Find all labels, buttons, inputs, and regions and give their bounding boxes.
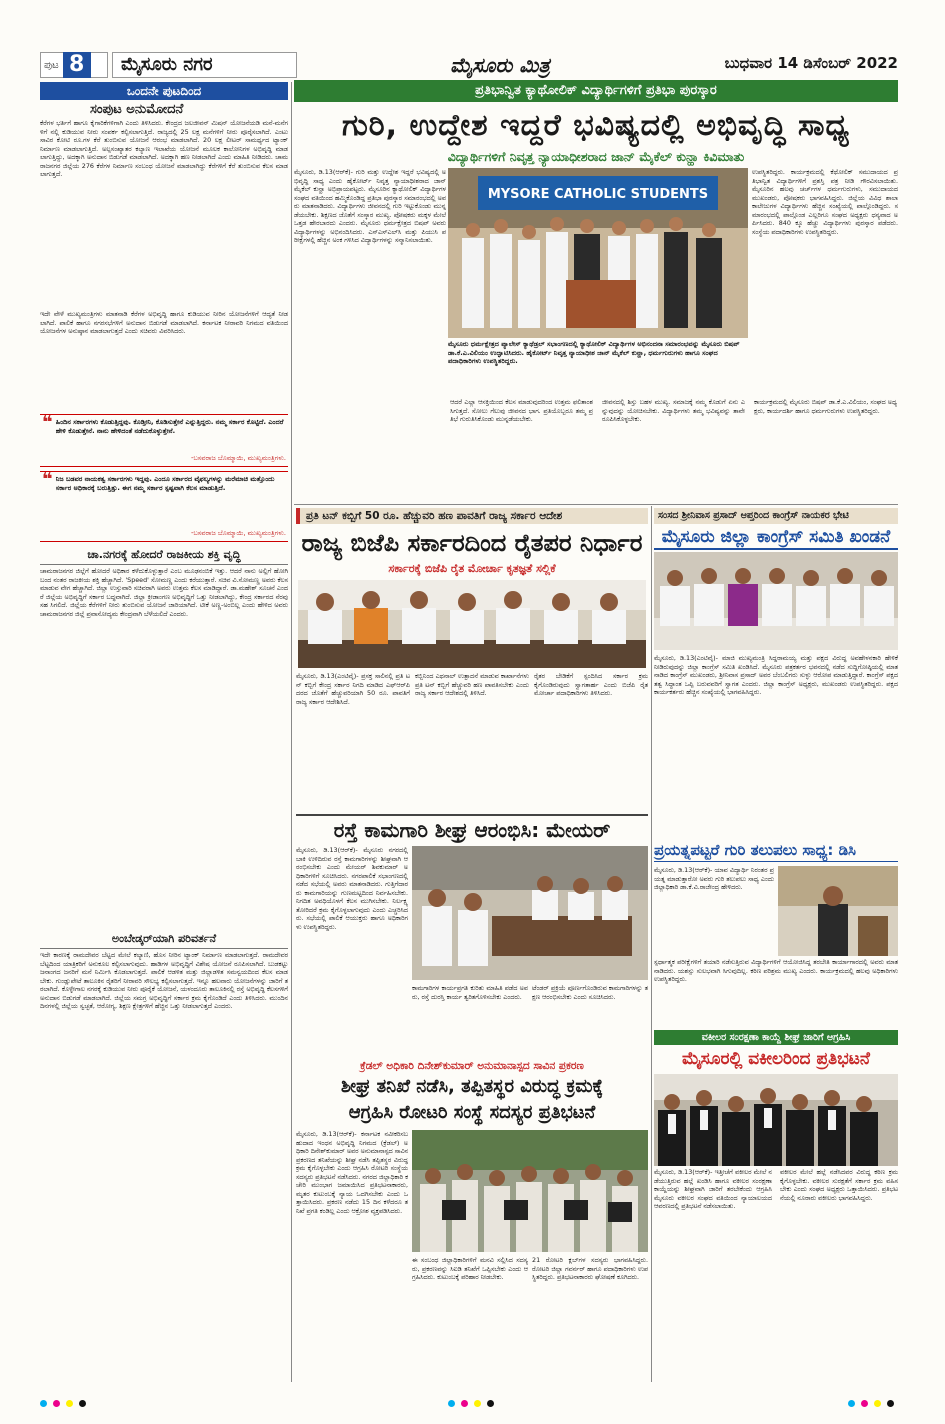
- govt-col-3: ರೈತರ ಬೇಡಿಕೆಗೆ ಸ್ಪಂದಿಸಿದ ಸರ್ಕಾರ ಕ್ರಮ ಕೈಗೊಂಡಿರುವುದು ಸ್ವಾಗತಾರ್ಹ ಎಂದು ಬಿಜೆಪಿ ರೈತ ಮೋರ್ಚಾ ಪದಾಧಿಕಾರಿಗಳು ತಿಳಿಸಿದರು.: [534, 672, 648, 697]
- yellow-dot: [474, 1400, 481, 1407]
- left-body-3: ಚಾಮರಾಜನಗರ ಜಿಲ್ಲೆಗೆ ಹೋದರೆ ಅಧಿಕಾರ ಕಳೆದುಕೊಳ್ಳುತ್ತಾರೆ ಎಂಬ ಮೂಢನಂಬಿಕೆ ಇತ್ತು. ಆದರೆ ನಾನು ಅಲ್ಲಿಗೆ ಹೋಗಿ ಬಂದ ನಂತರ ರಾಜಕೀಯ ಶಕ್ತಿ ಹೆಚ್ಚಾಗಿದೆ. 'Speed' ಸೋಮಣ್ಣ ಎಂದು ಕರೆಯುತ್ತಾರೆ. ಸಚಿವ ವಿ.ಸೋಮಣ್ಣ ಅವರು ಕೆಲಸ ಮಾಡುವ ವೇಗ ಹೆಚ್ಚಾಗಿದೆ. ಜಿಲ್ಲಾ ಉಸ್ತುವಾರಿ ಸಚಿವರಾಗಿ ಅವರು ಉತ್ತಮ ಕೆಲಸ ಮಾಡಿದ್ದಾರೆ. ಡಾ.ಮಹೇಶ್ ಸೂಚನೆ ಎಂದರೆ ಜಿಲ್ಲೆಯ ಅಭಿವೃದ್ಧಿಗೆ ಸರ್ಕಾರ ಬದ್ಧವಾಗಿದೆ. ಜಿಲ್ಲಾ ಕ್ರೀಡಾಂಗಣ ಅಭಿವೃದ್ಧಿಗೆ ಒತ್ತು ನೀಡಲಾಗಿದ್ದು, ಕೇಂದ್ರ ಸರ್ಕಾರದ ನೆರವು ಸಹ ಸಿಗಲಿದೆ. ಜಿಲ್ಲೆಯ ಕೆರೆಗಳಿಗೆ ನೀರು ತುಂಬಿಸುವ ಯೋಜನೆ ಜಾರಿಯಾಗಿದೆ. ಟೀಕೆ ಅಣ್ಣ-ಅಂಬಿಲ್ಲ ಎಂದು ಹೇಳಿದ ಅವರು ಚಾಮರಾಜನಗರ ಜಿಲ್ಲೆ ಪ್ರವಾಸೋದ್ಯಮ ಕೇಂದ್ರವಾಗಿ ಬೆಳೆಯಲಿದೆ ಎಂದರು.: [40, 567, 288, 618]
- story1-kicker: ಪ್ರತಿಭಾನ್ವಿತ ಕ್ಯಾಥೋಲಿಕ್ ವಿದ್ಯಾರ್ಥಿಗಳಿಗೆ ಪ್ರತಿಭಾ ಪುರಸ್ಕಾರ: [294, 80, 898, 102]
- left-body-4: ಇದೇ ಕಾರಣಕ್ಕೆ ರಾಮದೇವರ ಬೆಟ್ಟದ ಮೇಲೆ ಕಲ್ಯಾಣಿ, ಹೊಸ ನೀರಿನ ಟ್ಯಾಂಕ್ ನಿರ್ಮಾಣ ಮಾಡಲಾಗುತ್ತದೆ. ರಾಮದೇವರ ಬೆಟ್ಟದಿಂದ ಯಾತ್ರಿಕರಿಗೆ ಅನುಕೂಲ ಕಲ್ಪಿಸಲಾಗುವುದು. ಹಾಡಿಗಳ ಅಭಿವೃದ್ಧಿಗೆ ವಿಶೇಷ ಯೋಜನೆ ರೂಪಿಸಲಾಗಿದೆ. ಬುಡಕಟ್ಟು ಜನಾಂಗದ ಜನರಿಗೆ ಮನೆ ನಿರ್ಮಿಸಿ ಕೊಡಲಾಗುತ್ತದೆ. ಪಾಲಿಕೆ ಆಡಳಿತ ಮತ್ತು ಜಿಲ್ಲಾಡಳಿತ ಸಮನ್ವಯದಿಂದ ಕೆಲಸ ಮಾಡಬೇಕು. ಗುಂಡ್ಲುಪೇಟೆ ತಾಲೂಕಿನ ರೈತರಿಗೆ ನೀರಾವರಿ ಸೌಲಭ್ಯ ಕಲ್ಪಿಸಲಾಗುತ್ತದೆ. ಇನ್ನೂ ಹಲವಾರು ಯೋಜನೆಗಳನ್ನು ಜಾರಿಗೆ ತರಲಾಗಿದೆ. ಕೊಳ್ಳೇಗಾಲ ನಗರಕ್ಕೆ ಕುಡಿಯುವ ನೀರು ಪೂರೈಕೆ ಯೋಜನೆ, ಯಳಂದೂರು ತಾಲೂಕಿನಲ್ಲಿ ರಸ್ತೆ ಅಭಿವೃದ್ಧಿ ಕೆಲಸಗಳಿಗೆ ಅನುದಾನ ಬಿಡುಗಡೆ ಮಾಡಲಾಗಿದೆ. ಜಿಲ್ಲೆಯ ಸಮಗ್ರ ಅಭಿವೃದ್ಧಿಗೆ ಸರ್ಕಾರ ಕ್ರಮ ಕೈಗೊಂಡಿದೆ ಎಂದು ತಿಳಿಸಿದರು. ಮುಂದಿನ ದಿನಗಳಲ್ಲಿ ಜಿಲ್ಲೆಯ ಸ್ವಚ್ಛತೆ, ಆರೋಗ್ಯ, ಶಿಕ್ಷಣ ಕ್ಷೇತ್ರಗಳಿಗೆ ಹೆಚ್ಚಿನ ಒತ್ತು ನೀಡಲಾಗುತ್ತದೆ ಎಂದರು.: [40, 951, 288, 1010]
- ceremony-photo: [448, 168, 748, 338]
- yellow-dot: [874, 1400, 881, 1407]
- story1-photo: [448, 168, 748, 338]
- column-rule: [291, 82, 292, 1382]
- continued-banner: ಒಂದನೇ ಪುಟದಿಂದ: [40, 82, 288, 100]
- story1-lower-3: ಕಾರ್ಯಕ್ರಮದಲ್ಲಿ ಮೈಸೂರು ಬಿಷಪ್ ಡಾ.ಕೆ.ಎ.ವಿಲಿಯಂ, ಸಂಘದ ಅಧ್ಯಕ್ಷರು, ಕಾರ್ಯದರ್ಶಿ ಹಾಗೂ ಧರ್ಮಗುರುಗಳು ಉಪಸ್ಥಿತರಿದ್ದರು.: [754, 398, 897, 415]
- govt-kicker: ಪ್ರತಿ ಟನ್ ಕಬ್ಬಿಗೆ 50 ರೂ. ಹೆಚ್ಚುವರಿ ಹಣ ಪಾವತಿಗೆ ರಾಜ್ಯ ಸರ್ಕಾರ ಆದೇಶ: [296, 508, 648, 524]
- quote-box-2: [40, 471, 288, 542]
- protest-col-2: 21 ರೋಟರಿ ಕ್ಲಬ್‌ಗಳ ಸದಸ್ಯರು ಭಾಗವಹಿಸಿದ್ದರು. ರೋಟರಿ ಜಿಲ್ಲಾ ಗವರ್ನರ್ ಹಾಗೂ ಪದಾಧಿಕಾರಿಗಳು ಉಪಸ್ಥಿತರಿದ್ದರು. ಪ್ರತಿಭಟನಾಕಾರರು ಘೋಷಣೆ ಕೂಗಿದರು.: [532, 1256, 648, 1281]
- dateline: ಬುಧವಾರ 14 ಡಿಸೆಂಬರ್ 2022: [724, 54, 898, 72]
- story1-headline: ಗುರಿ, ಉದ್ದೇಶ ಇದ್ದರೆ ಭವಿಷ್ಯದಲ್ಲಿ ಅಭಿವೃದ್ಧಿ ಸಾಧ್ಯ: [342, 108, 850, 143]
- govt-col-2: ಕಬ್ಬಿನಿಂದ ಎಥನಾಲ್ ಉತ್ಪಾದನೆ ಮಾಡುವ ಕಾರ್ಖಾನೆಗಳು ಪ್ರತಿ ಟನ್ ಕಬ್ಬಿಗೆ ಹೆಚ್ಚುವರಿ ಹಣ ಪಾವತಿಸಬೇಕು ಎಂದು ರಾಜ್ಯ ಸರ್ಕಾರ ಆದೇಶದಲ್ಲಿ ತಿಳಿಸಿದೆ.: [415, 672, 529, 697]
- lawyers-photo: [654, 1074, 898, 1166]
- congress-headline: ಮೈಸೂರು ಜಿಲ್ಲಾ ಕಾಂಗ್ರೆಸ್ ಸಮಿತಿ ಖಂಡನೆ: [654, 524, 898, 550]
- quote-mark-icon: ❝: [42, 412, 53, 433]
- black-dot: [487, 1400, 494, 1407]
- story1-lower-2: ಜೀವನದಲ್ಲಿ ಶಿಸ್ತು ಬಹಳ ಮುಖ್ಯ. ಸಮಾಜಕ್ಕೆ ನಮ್ಮ ಕೊಡುಗೆ ಏನು ಎನ್ನುವುದನ್ನು ಯೋಚಿಸಬೇಕು. ವಿದ್ಯಾರ್ಥಿಗಳು ತಮ್ಮ ಭವಿಷ್ಯವನ್ನು ತಾವೇ ರೂಪಿಸಿಕೊಳ್ಳಬೇಕು.: [602, 398, 745, 423]
- registration-marks-center: [448, 1400, 494, 1410]
- protest-kicker: ಕ್ರೆಡಲ್ ಅಧಿಕಾರಿ ದಿನೇಶ್‌ಕುಮಾರ್ ಅನುಮಾನಾಸ್ಪದ ಸಾವಿನ ಪ್ರಕರಣ: [360, 1060, 584, 1072]
- cyan-dot: [448, 1400, 455, 1407]
- black-dot: [79, 1400, 86, 1407]
- left-subhead-2: ಅಂಬೇಡ್ಕರ್‌ಯಾಗಿ ಪರಿವರ್ತನೆ: [40, 930, 288, 949]
- protest-col-1: ಈ ಸಂಬಂಧ ಜಿಲ್ಲಾಧಿಕಾರಿಗಳಿಗೆ ಮನವಿ ಸಲ್ಲಿಸಿದ ಸದಸ್ಯರು, ಪ್ರಕರಣವನ್ನು ಸಿಐಡಿ ತನಿಖೆಗೆ ಒಪ್ಪಿಸಬೇಕು ಎಂದು ಆಗ್ರಹಿಸಿದರು. ಕುಟುಂಬಕ್ಕೆ ಪರಿಹಾರ ನೀಡಬೇಕು.: [412, 1256, 528, 1281]
- road-headline: ರಸ್ತೆ ಕಾಮಗಾರಿ ಶೀಘ್ರ ಆರಂಭಿಸಿ: ಮೇಯರ್: [296, 814, 648, 842]
- column-rule: [651, 506, 652, 1382]
- paper-logo: ಮೈಸೂರು ಮಿತ್ರ: [450, 53, 550, 77]
- protest-photo: [412, 1130, 648, 1252]
- page-badge: [40, 52, 108, 78]
- govt-headline: ರಾಜ್ಯ ಬಿಜೆಪಿ ಸರ್ಕಾರದಿಂದ ರೈತಪರ ನಿರ್ಧಾರ: [301, 529, 643, 557]
- masthead: [40, 50, 898, 80]
- lawyers-headline: ಮೈಸೂರಲ್ಲಿ ವಕೀಲರಿಂದ ಪ್ರತಿಭಟನೆ: [682, 1049, 870, 1069]
- road-col-1: ಕಾಮಗಾರಿಗಳ ಕಾರ್ಯಪ್ರಗತಿ ಕುರಿತು ಮಾಹಿತಿ ಪಡೆದ ಅವರು, ರಸ್ತೆ ದುರಸ್ತಿ ಕಾರ್ಯ ತ್ವರಿತಗೊಳಿಸಬೇಕು ಎಂದರು.: [412, 984, 528, 1001]
- lawyers-kicker: ವಕೀಲರ ಸಂರಕ್ಷಣಾ ಕಾಯ್ದೆ ಶೀಘ್ರ ಜಾರಿಗೆ ಆಗ್ರಹಿಸಿ: [654, 1030, 898, 1045]
- govt-col-1: ಮೈಸೂರು, ಡಿ.13(ಎಂಟಿವೈ)- ಪ್ರಸಕ್ತ ಸಾಲಿನಲ್ಲಿ ಪ್ರತಿ ಟನ್ ಕಬ್ಬಿಗೆ ಕೇಂದ್ರ ಸರ್ಕಾರ ನಿಗದಿ ಮಾಡಿದ ಎಫ್‌ಆರ್‌ಪಿ ದರದ ಜೊತೆಗೆ ಹೆಚ್ಚುವರಿಯಾಗಿ 50 ರೂ. ಪಾವತಿಗೆ ರಾಜ್ಯ ಸರ್ಕಾರ ಆದೇಶಿಸಿದೆ.: [296, 672, 410, 706]
- magenta-dot: [53, 1400, 60, 1407]
- cyan-dot: [848, 1400, 855, 1407]
- congress-kicker: ಸಂಸದ ಶ್ರೀನಿವಾಸ ಪ್ರಸಾದ್ ಆಪ್ತರಿಂದ ಕಾಂಗ್ರೆಸ್ ನಾಯಕರ ಭೇಟಿ: [654, 508, 898, 524]
- meeting-photo: [412, 846, 648, 980]
- left-body-1: ಕೆರೆಗಳ ಭರ್ತಿಗೆ ಹಾಗೂ ಕೈಗಾರಿಕೆಗಳಿಗಾಗಿ ಎಂದು ತಿಳಿಸಿದರು. ಕೇಂದ್ರದ ಜಲಜೀವನ್ ಮಿಷನ್ ಯೋಜನೆಯಡಿ ಮನೆ-ಮನೆಗಳಿಗೆ ನಲ್ಲಿ ಕುಡಿಯುವ ನೀರು ಸಂಪರ್ಕ ಕಲ್ಪಿಸಲಾಗುತ್ತಿದೆ. ರಾಜ್ಯದಲ್ಲಿ 25 ಲಕ್ಷ ಮನೆಗಳಿಗೆ ನೀರು ಪೂರೈಸಲಾಗಿದೆ. ಎಂಟು ಸಾವಿರ ಕೋಟಿ ರೂ.ಗಳ ಕೆರೆ ತುಂಬಿಸುವ ಯೋಜನೆ ಆರಂಭ ಮಾಡಲಾಗಿದೆ. 20 ಲಕ್ಷ ಲೀಟರ್ ಸಾಮರ್ಥ್ಯದ ಟ್ಯಾಂಕ್ ನಿರ್ಮಾಣ ಮಾಡಲಾಗುತ್ತಿದೆ. ಅಲ್ಪಸಂಖ್ಯಾತರ ಕಲ್ಯಾಣ ಇಲಾಖೆಯ ಯೋಜನೆ ಮೂಲಕ ಕಾಲೋನಿಗಳ ಅಭಿವೃದ್ಧಿ ಮಾಡಲಾಗುತ್ತಿದ್ದು, ಅದಕ್ಕಾಗಿ ಅನುದಾನ ಬಿಡುಗಡೆ ಮಾಡಲಾಗಿದೆ. ಅದಕ್ಕಾಗಿ ಹಣ ನೀಡಲಾಗಿದೆ ಎಂದು ಮಾಹಿತಿ ನೀಡಿದರು. ಚಾಮರಾಜನಗರ ಜಿಲ್ಲೆಯ 276 ಕೆರೆಗಳ ನಿರ್ಮಾಣ ಸಂಬಂಧ ಯೋಜನೆ ಮಾಡಲಾಗಿದ್ದು ಕೆರೆಗಳಿಗೆ ಕೆರೆ ತುಂಬಿಸುವ ಕೆಲಸ ಮಾಡಲಾಗುತ್ತದೆ.: [40, 119, 288, 178]
- protest-col-left: ಮೈಸೂರು, ಡಿ.13(ಆರ್‌ಕೆ)- ಕರ್ನಾಟಕ ನವೀಕರಿಸಬಹುದಾದ ಇಂಧನ ಅಭಿವೃದ್ಧಿ ನಿಗಮದ (ಕ್ರೆಡಲ್) ಅಧಿಕಾರಿ ದಿನೇಶ್‌ಕುಮಾರ್ ಅವರ ಅನುಮಾನಾಸ್ಪದ ಸಾವಿನ ಪ್ರಕರಣದ ತನಿಖೆಯನ್ನು ಶೀಘ್ರ ನಡೆಸಿ ತಪ್ಪಿತಸ್ಥರ ವಿರುದ್ಧ ಕ್ರಮ ಕೈಗೊಳ್ಳಬೇಕು ಎಂದು ಆಗ್ರಹಿಸಿ ರೋಟರಿ ಸಂಸ್ಥೆಯ ಸದಸ್ಯರು ಪ್ರತಿಭಟನೆ ನಡೆಸಿದರು. ನಗರದ ಜಿಲ್ಲಾಧಿಕಾರಿ ಕಚೇರಿ ಮುಂಭಾಗ ಜಮಾಯಿಸಿದ ಪ್ರತಿಭಟನಾಕಾರರು, ಮೃತರ ಕುಟುಂಬಕ್ಕೆ ನ್ಯಾಯ ಒದಗಿಸಬೇಕು ಎಂದು ಒತ್ತಾಯಿಸಿದರು. ಪ್ರಕರಣ ನಡೆದು 15 ದಿನ ಕಳೆದರೂ ತನಿಖೆ ಪ್ರಗತಿ ಕಂಡಿಲ್ಲ ಎಂದು ಆಕ್ರೋಶ ವ್ಯಕ್ತಪಡಿಸಿದರು.: [296, 1130, 408, 1215]
- quote-box-1: [40, 414, 288, 467]
- page-number: 8: [63, 52, 91, 78]
- lawyers-body-2: ವಕೀಲರ ಮೇಲೆ ಹಲ್ಲೆ ನಡೆಸಿದವರ ವಿರುದ್ಧ ಕಠಿಣ ಕ್ರಮ ಕೈಗೊಳ್ಳಬೇಕು. ವಕೀಲರ ಸುರಕ್ಷತೆಗೆ ಸರ್ಕಾರ ಕ್ರಮ ವಹಿಸಬೇಕು ಎಂದು ಸಂಘದ ಅಧ್ಯಕ್ಷರು ಒತ್ತಾಯಿಸಿದರು. ಪ್ರತಿಭಟನೆಯಲ್ಲಿ ನೂರಾರು ವಕೀಲರು ಭಾಗವಹಿಸಿದ್ದರು.: [780, 1168, 898, 1202]
- story1-col-1: ಮೈಸೂರು, ಡಿ.13(ಆರ್‌ಕೆ)- ಗುರಿ ಮತ್ತು ಉದ್ದೇಶ ಇದ್ದರೆ ಭವಿಷ್ಯದಲ್ಲಿ ಅಭಿವೃದ್ಧಿ ಸಾಧ್ಯ ಎಂದು ಹೈಕೋರ್ಟ್ ನಿವೃತ್ತ ನ್ಯಾಯಾಧೀಶರಾದ ಜಾನ್ ಮೈಕೆಲ್ ಕುನ್ಹಾ ಅಭಿಪ್ರಾಯಪಟ್ಟರು. ಮೈಸೂರಿನ ಕ್ಯಾಥೋಲಿಕ್ ವಿದ್ಯಾರ್ಥಿಗಳ ಸಂಘದ ವತಿಯಿಂದ ಹಮ್ಮಿಕೊಂಡಿದ್ದ ಪ್ರತಿಭಾ ಪುರಸ್ಕಾರ ಸಮಾರಂಭದಲ್ಲಿ ಅವರು ಮಾತನಾಡಿದರು. ವಿದ್ಯಾರ್ಥಿಗಳು ಜೀವನದಲ್ಲಿ ಗುರಿ ಇಟ್ಟುಕೊಂಡು ಮುನ್ನಡೆಯಬೇಕು. ಶಿಕ್ಷಣದ ಜೊತೆಗೆ ಸಂಸ್ಕಾರ ಮುಖ್ಯ. ಪೋಷಕರು ಮಕ್ಕಳ ಮೇಲೆ ಒತ್ತಡ ಹೇರಬಾರದು ಎಂದರು. ಮೈಸೂರು ಧರ್ಮಕ್ಷೇತ್ರದ ಬಿಷಪ್ ಅವರು ವಿದ್ಯಾರ್ಥಿಗಳನ್ನು ಅಭಿನಂದಿಸಿದರು. ಎಸ್‌ಎಸ್‌ಎಲ್‌ಸಿ ಮತ್ತು ಪಿಯುಸಿ ಪರೀಕ್ಷೆಗಳಲ್ಲಿ ಹೆಚ್ಚಿನ ಅಂಕ ಗಳಿಸಿದ ವಿದ್ಯಾರ್ಥಿಗಳನ್ನು ಸನ್ಮಾನಿಸಲಾಯಿತು.: [294, 168, 446, 244]
- congress-photo: [654, 552, 898, 650]
- left-subhead-1: ಚಾ.ನಗರಕ್ಕೆ ಹೋದರೆ ರಾಜಕೀಯ ಶಕ್ತಿ ವೃದ್ಧಿ: [40, 546, 288, 565]
- speaker-photo: [778, 866, 898, 956]
- protest-headline-2: ಆಗ್ರಹಿಸಿ ರೋಟರಿ ಸಂಸ್ಥೆ ಸದಸ್ಯರ ಪ್ರತಿಭಟನೆ: [348, 1102, 596, 1123]
- photo-banner-text: MYSORE CATHOLIC STUDENTS: [487, 187, 709, 202]
- quote-1-text: ಹಿಂದಿನ ಸರ್ಕಾರಗಳು ಕೊಡುತ್ತಿದ್ದವು. ಕೊಡ್ತೀನಿ, ಕೊಡಿಸುತ್ತೇನೆ ಎನ್ನುತ್ತಿದ್ದರು. ನಮ್ಮ ಸರ್ಕಾರ ಕೊಟ್ಟಿದೆ. ಎಂದರೆ ಹೇಳಿ ಕೊಡುತ್ತೇನೆ. ನಾನು ಹೇಳಿದಂತೆ ನಡೆದುಕೊಳ್ಳುತ್ತೇನೆ.: [55, 418, 284, 435]
- road-photo: [412, 846, 648, 980]
- dc-headline: ಪ್ರಯತ್ನಪಟ್ಟರೆ ಗುರಿ ತಲುಪಲು ಸಾಧ್ಯ: ಡಿಸಿ: [654, 838, 898, 862]
- quote-2-text: ನಿಜ ಬಡವರ ನಾಯಕತ್ವ ಸರ್ಕಾರಗಳು ಇದ್ದವು. ಎಂದೂ ಸರ್ಕಾರದ ವೈಫಲ್ಯಗಳನ್ನು ಮರೆಮಾಚಿ ಮತ್ತೊಂದು ಸರ್ಕಾರ ಅಧಿಕಾರಕ್ಕೆ ಬರುತ್ತಿತ್ತು. ಈಗ ನಮ್ಮ ಸರ್ಕಾರ ಸ್ಪಷ್ಟವಾಗಿ ಕೆಲಸ ಮಾಡುತ್ತಿದೆ.: [55, 475, 275, 492]
- protest-headline-1: ಶೀಘ್ರ ತನಿಖೆ ನಡೆಸಿ, ತಪ್ಪಿತಸ್ಥರ ವಿರುದ್ಧ ಕ್ರಮಕ್ಕೆ: [341, 1076, 603, 1097]
- quote-mark-icon: ❝: [42, 469, 53, 490]
- section-rule: [294, 504, 898, 505]
- page-label: ಪುಟ: [44, 59, 59, 71]
- magenta-dot: [861, 1400, 868, 1407]
- lawyers-body-1: ಮೈಸೂರು, ಡಿ.13(ಆರ್‌ಕೆ)- ಇತ್ತೀಚೆಗೆ ವಕೀಲರ ಮೇಲೆ ನಡೆಯುತ್ತಿರುವ ಹಲ್ಲೆ ಖಂಡಿಸಿ ಹಾಗೂ ವಕೀಲರ ಸಂರಕ್ಷಣಾ ಕಾಯ್ದೆಯನ್ನು ಶೀಘ್ರವಾಗಿ ಜಾರಿಗೆ ತರಬೇಕೆಂದು ಆಗ್ರಹಿಸಿ ಮೈಸೂರು ವಕೀಲರ ಸಂಘದ ವತಿಯಿಂದ ನ್ಯಾಯಾಲಯದ ಆವರಣದಲ್ಲಿ ಪ್ರತಿಭಟನೆ ನಡೆಸಲಾಯಿತು.: [654, 1168, 772, 1210]
- black-dot: [887, 1400, 894, 1407]
- lawyers-protest-photo: [654, 1074, 898, 1166]
- dc-body-2: ಸ್ಪರ್ಧಾತ್ಮಕ ಪರೀಕ್ಷೆಗಳಿಗೆ ತಯಾರಿ ನಡೆಸುತ್ತಿರುವ ವಿದ್ಯಾರ್ಥಿಗಳಿಗೆ ಆಯೋಜಿಸಿದ್ದ ತರಬೇತಿ ಕಾರ್ಯಾಗಾರದಲ್ಲಿ ಅವರು ಮಾತನಾಡಿದರು. ಯಶಸ್ಸು ಸುಲಭವಾಗಿ ಸಿಗುವುದಿಲ್ಲ. ಕಠಿಣ ಪರಿಶ್ರಮ ಮುಖ್ಯ ಎಂದರು. ಕಾರ್ಯಕ್ರಮದಲ್ಲಿ ಹಲವು ಅಧಿಕಾರಿಗಳು ಉಪಸ್ಥಿತರಿದ್ದರು.: [654, 958, 898, 983]
- quote-1-author: -ಬಸವರಾಜ ಬೊಮ್ಮಾಯಿ, ಮುಖ್ಯಮಂತ್ರಿಗಳು.: [190, 454, 286, 462]
- dc-photo: [778, 866, 898, 956]
- govt-subhead: ಸರ್ಕಾರಕ್ಕೆ ಬಿಜೆಪಿ ರೈತ ಮೋರ್ಚಾ ಕೃತಜ್ಞತೆ ಸಲ್ಲಿಕೆ: [388, 562, 556, 575]
- registration-marks-right: [848, 1400, 894, 1410]
- rotary-protest-photo: [412, 1130, 648, 1252]
- left-column: [40, 82, 288, 1382]
- story1-lower-1: ಆದರೆ ಎಲ್ಲಾ ಆಸಕ್ತಿಯಿಂದ ಕೆಲಸ ಮಾಡುವುದರಿಂದ ಉತ್ತಮ ಫಲಿತಾಂಶ ಸಿಗುತ್ತದೆ. ಸೋಲು ಗೆಲುವು ಜೀವನದ ಭಾಗ. ಪ್ರತಿಯೊಬ್ಬರೂ ತಮ್ಮ ಪ್ರತಿಭೆ ಗುರುತಿಸಿಕೊಂಡು ಮುನ್ನಡೆಯಬೇಕು.: [450, 398, 593, 423]
- story1-subhead: ವಿದ್ಯಾರ್ಥಿಗಳಿಗೆ ನಿವೃತ್ತ ನ್ಯಾಯಾಧೀಶರಾದ ಜಾನ್ ಮೈಕೆಲ್ ಕುನ್ಹಾ ಕಿವಿಮಾತು: [447, 149, 745, 164]
- cyan-dot: [40, 1400, 47, 1407]
- govt-photo: [298, 580, 646, 672]
- road-col-left: ಮೈಸೂರು, ಡಿ.13(ಆರ್‌ಕೆ)- ಮೈಸೂರು ನಗರದಲ್ಲಿ ಬಾಕಿ ಉಳಿದಿರುವ ರಸ್ತೆ ಕಾಮಗಾರಿಗಳನ್ನು ಶೀಘ್ರವಾಗಿ ಆರಂಭಿಸಬೇಕು ಎಂದು ಮೇಯರ್ ಶಿವಕುಮಾರ್ ಅಧಿಕಾರಿಗಳಿಗೆ ಸೂಚಿಸಿದರು. ನಗರಪಾಲಿಕೆ ಸಭಾಂಗಣದಲ್ಲಿ ನಡೆದ ಸಭೆಯಲ್ಲಿ ಅವರು ಮಾತನಾಡಿದರು. ಗುತ್ತಿಗೆದಾರರು ಕಾಮಗಾರಿಯನ್ನು ಗುಣಮಟ್ಟದಿಂದ ನಿರ್ವಹಿಸಬೇಕು. ನಿಗದಿತ ಅವಧಿಯೊಳಗೆ ಕೆಲಸ ಮುಗಿಸಬೇಕು. ನಿರ್ಲಕ್ಷ್ಯ ತೋರಿದರೆ ಕ್ರಮ ಕೈಗೊಳ್ಳಲಾಗುವುದು ಎಂದು ಎಚ್ಚರಿಸಿದರು. ಸಭೆಯಲ್ಲಿ ಪಾಲಿಕೆ ಆಯುಕ್ತರು ಹಾಗೂ ಅಧಿಕಾರಿಗಳು ಉಪಸ್ಥಿತರಿದ್ದರು.: [296, 846, 408, 931]
- congress-body: ಮೈಸೂರು, ಡಿ.13(ಎಂಟಿವೈ)- ಮಾಜಿ ಮುಖ್ಯಮಂತ್ರಿ ಸಿದ್ದರಾಮಯ್ಯ ಮತ್ತು ಪಕ್ಷದ ವಿರುದ್ಧ ಅವಹೇಳನಕಾರಿ ಹೇಳಿಕೆ ನೀಡಿರುವುದನ್ನು ಜಿಲ್ಲಾ ಕಾಂಗ್ರೆಸ್ ಸಮಿತಿ ಖಂಡಿಸಿದೆ. ಮೈಸೂರು ಪತ್ರಕರ್ತರ ಭವನದಲ್ಲಿ ನಡೆದ ಸುದ್ದಿಗೋಷ್ಠಿಯಲ್ಲಿ ಮಾತನಾಡಿದ ಕಾಂಗ್ರೆಸ್ ಮುಖಂಡರು, ಶ್ರೀನಿವಾಸ ಪ್ರಸಾದ್ ಅವರ ಬೆಂಬಲಿಗರು ಸುಳ್ಳು ಆರೋಪ ಮಾಡುತ್ತಿದ್ದಾರೆ. ಕಾಂಗ್ರೆಸ್ ಪಕ್ಷದ ತತ್ವ ಸಿದ್ಧಾಂತ ಒಪ್ಪಿ ಬರುವವರಿಗೆ ಸ್ವಾಗತ ಎಂದರು. ಜಿಲ್ಲಾ ಕಾಂಗ್ರೆಸ್ ಅಧ್ಯಕ್ಷರು, ಮುಖಂಡರು ಉಪಸ್ಥಿತರಿದ್ದರು. ಪಕ್ಷದ ಕಾರ್ಯಕರ್ತರು ಹೆಚ್ಚಿನ ಸಂಖ್ಯೆಯಲ್ಲಿ ಭಾಗವಹಿಸಿದ್ದರು.: [654, 654, 898, 696]
- left-body-2: ಇದೇ ವೇಳೆ ಮುಖ್ಯಮಂತ್ರಿಗಳು ಮಾತನಾಡಿ ಕೆರೆಗಳ ಅಭಿವೃದ್ಧಿ ಹಾಗೂ ಕುಡಿಯುವ ನೀರಿನ ಯೋಜನೆಗಳಿಗೆ ಆದ್ಯತೆ ನೀಡಲಾಗಿದೆ. ಪಾಲಿಕೆ ಹಾಗೂ ನಗರಸಭೆಗಳಿಗೆ ಅನುದಾನ ಬಿಡುಗಡೆ ಮಾಡಲಾಗಿದೆ. ಕರ್ನಾಟಕ ನೀರಾವರಿ ನಿಗಮದ ವತಿಯಿಂದ ಯೋಜನೆಗಳ ಅನುಷ್ಠಾನ ಮಾಡಲಾಗುತ್ತದೆ ಎಂದು ಸಚಿವರು ವಿವರಿಸಿದರು.: [40, 310, 288, 335]
- story1-col-2: ಉಪಸ್ಥಿತರಿದ್ದರು. ಕಾರ್ಯಕ್ರಮದಲ್ಲಿ ಕೆಥೋಲಿಕ್ ಸಮುದಾಯದ ಪ್ರತಿಭಾನ್ವಿತ ವಿದ್ಯಾರ್ಥಿಗಳಿಗೆ ಪ್ರಶಸ್ತಿ ಪತ್ರ ನೀಡಿ ಗೌರವಿಸಲಾಯಿತು. ಮೈಸೂರಿನ ಹಲವು ಚರ್ಚ್‌ಗಳ ಧರ್ಮಗುರುಗಳು, ಸಮುದಾಯದ ಮುಖಂಡರು, ಪೋಷಕರು ಭಾಗವಹಿಸಿದ್ದರು. ಜಿಲ್ಲೆಯ ವಿವಿಧ ಶಾಲಾ ಕಾಲೇಜುಗಳ ವಿದ್ಯಾರ್ಥಿಗಳು ಹೆಚ್ಚಿನ ಸಂಖ್ಯೆಯಲ್ಲಿ ಪಾಲ್ಗೊಂಡಿದ್ದರು. ಸಮಾರಂಭದಲ್ಲಿ ಪಾಲ್ಗೊಂಡ ಎಲ್ಲರಿಗೂ ಸಂಘದ ಅಧ್ಯಕ್ಷರು ಧನ್ಯವಾದ ಅರ್ಪಿಸಿದರು. 840 ಕ್ಕೂ ಹೆಚ್ಚು ವಿದ್ಯಾರ್ಥಿಗಳು ಪುರಸ್ಕಾರ ಪಡೆದರು. ಸಂಸ್ಥೆಯ ಪದಾಧಿಕಾರಿಗಳು ಉಪಸ್ಥಿತರಿದ್ದರು.: [752, 168, 898, 236]
- magenta-dot: [461, 1400, 468, 1407]
- press-meet-photo: [298, 580, 646, 668]
- yellow-dot: [66, 1400, 73, 1407]
- press-conference-photo: [654, 552, 898, 650]
- dc-body-1: ಮೈಸೂರು, ಡಿ.13(ಆರ್‌ಕೆ)- ಯಾವ ವಿದ್ಯಾರ್ಥಿ ನಿರಂತರ ಪ್ರಯತ್ನ ಮಾಡುತ್ತಾರೋ ಅವರು ಗುರಿ ತಲುಪಲು ಸಾಧ್ಯ ಎಂದು ಜಿಲ್ಲಾಧಿಕಾರಿ ಡಾ.ಕೆ.ವಿ.ರಾಜೇಂದ್ರ ಹೇಳಿದರು.: [654, 866, 774, 891]
- quote-2-author: -ಬಸವರಾಜ ಬೊಮ್ಮಾಯಿ, ಮುಖ್ಯಮಂತ್ರಿಗಳು.: [190, 529, 286, 537]
- story1-caption: ಮೈಸೂರು ಧರ್ಮಕ್ಷೇತ್ರದ ಪ್ಯಾಲೇಸ್ ಕ್ಯಾಥೆಡ್ರಲ್ ಸಭಾಂಗಣದಲ್ಲಿ ಕ್ಯಾಥೋಲಿಕ್ ವಿದ್ಯಾರ್ಥಿಗಳ ಅಭಿನಂದನಾ ಸಮಾರಂಭವನ್ನು ಮೈಸೂರು ಬಿಷಪ್ ಡಾ.ಕೆ.ಎ.ವಿಲಿಯಂ ಉದ್ಘಾಟಿಸಿದರು. ಹೈಕೋರ್ಟ್ ನಿವೃತ್ತ ನ್ಯಾಯಾಧೀಶ ಜಾನ್ ಮೈಕೆಲ್ ಕುನ್ಹಾ, ಧರ್ಮಗುರುಗಳು ಹಾಗೂ ಸಂಘದ ಪದಾಧಿಕಾರಿಗಳು ಉಪಸ್ಥಿತರಿದ್ದರು.: [448, 340, 740, 366]
- section-name: ಮೈಸೂರು ನಗರ: [112, 52, 297, 78]
- road-col-2: ಟೆಂಡರ್ ಪ್ರಕ್ರಿಯೆ ಪೂರ್ಣಗೊಂಡಿರುವ ಕಾಮಗಾರಿಗಳನ್ನು ತಕ್ಷಣ ಆರಂಭಿಸಬೇಕು ಎಂದು ಸೂಚಿಸಿದರು.: [532, 984, 648, 1001]
- left-story-title: ಸಂಪುಟ ಅನುಮೋದನೆ: [90, 102, 184, 117]
- registration-marks-left: [40, 1400, 86, 1410]
